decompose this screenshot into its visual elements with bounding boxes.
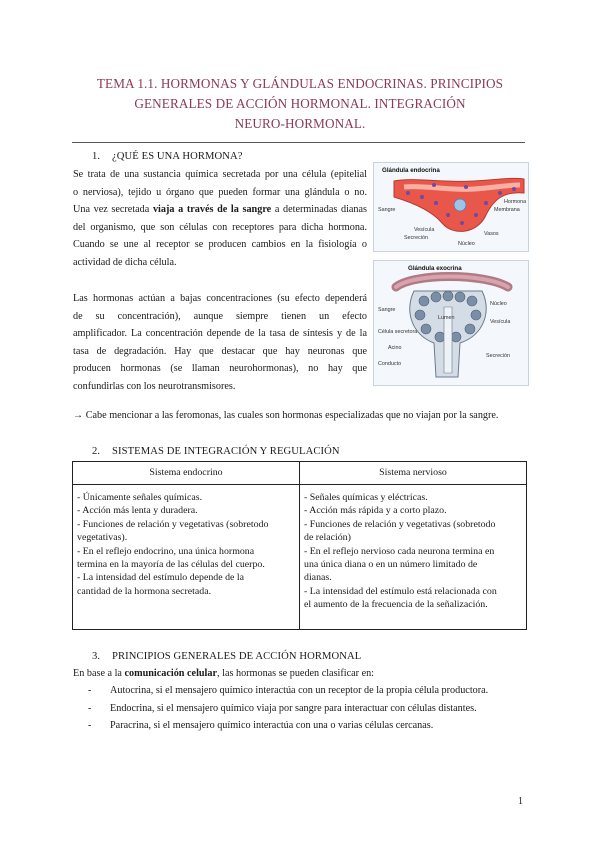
figure-label: Núcleo bbox=[458, 241, 475, 247]
section-title: PRINCIPIOS GENERALES DE ACCIÓN HORMONAL bbox=[112, 651, 362, 662]
cell-line: una única diana o en un número limitado de bbox=[304, 559, 478, 571]
bold-text: comunicación celular bbox=[124, 668, 218, 679]
note-text: → Cabe mencionar a las feromonas, las cuales son hormonas especializadas que no viajan por la sangre. bbox=[73, 410, 499, 421]
figure-label: Membrana bbox=[494, 207, 520, 213]
table-header-cell: Sistema nervioso bbox=[300, 462, 527, 485]
cell-line: - Únicamente señales químicas. bbox=[77, 492, 203, 503]
title-line: TEMA 1.1. HORMONAS Y GLÁNDULAS ENDOCRINAS. PRINCIPIOS bbox=[96, 76, 504, 91]
bold-text: viaja a través de la sangre bbox=[152, 204, 272, 216]
cell-line: dianas. bbox=[304, 572, 332, 584]
section-heading bbox=[92, 151, 243, 162]
cell-line: - Acción más rápida y a corto plazo. bbox=[304, 505, 447, 517]
text-line: Se trata de una sustancia química secretada por una célula (epitelial bbox=[73, 169, 367, 180]
list-item-text: Endocrina, si el mensajero químico viaja por sangre para interactuar con células distantes. bbox=[110, 702, 477, 714]
page-number: 1 bbox=[518, 796, 523, 807]
figure-label: Sangre bbox=[378, 207, 396, 213]
list-item bbox=[88, 720, 488, 738]
section-number: 2. bbox=[92, 446, 101, 457]
cell-line: cantidad de la hormona secretada. bbox=[77, 585, 212, 597]
figure-label: Vesícula bbox=[414, 227, 435, 233]
text-run: Una vez secretada bbox=[73, 204, 153, 216]
text-run: En base a la bbox=[73, 668, 125, 679]
cell-line: - La intensidad del estímulo está relacionada con bbox=[304, 585, 497, 597]
figure-label: Secreción bbox=[404, 235, 428, 241]
list-bullet: - bbox=[88, 702, 92, 714]
cell-line: - Señales químicas y eléctricas. bbox=[304, 492, 428, 503]
text-run: a determinadas dianas bbox=[271, 204, 367, 216]
text-line: o nerviosa), tejido u órgano que pueden formar una glándula o no. bbox=[73, 186, 367, 198]
figure-label: Sangre bbox=[378, 307, 396, 313]
section-number: 3. bbox=[92, 651, 101, 662]
document-title bbox=[60, 74, 540, 134]
table-header-cell: Sistema endocrino bbox=[73, 462, 300, 485]
list-item bbox=[88, 703, 488, 721]
figure-label: Conducto bbox=[378, 361, 402, 367]
figure-label: Secreción bbox=[486, 353, 510, 359]
figure-label: Hormona bbox=[504, 199, 527, 205]
cell-line: - En el reflejo nervioso cada neurona termina en bbox=[304, 545, 495, 557]
section-number: 1. bbox=[92, 151, 101, 162]
cell-line: - La intensidad del estímulo depende de la bbox=[77, 572, 244, 584]
text-line: tasa de degradación. Hay que destacar que hay neuronas que bbox=[73, 345, 367, 357]
cell-line: el aumento de la frecuencia de la señalización. bbox=[304, 599, 488, 611]
text-run: , las hormonas se pueden clasificar en: bbox=[217, 668, 375, 679]
text-line: del organismo, que son células con receptores para dicha hormona. bbox=[73, 221, 367, 233]
section-heading bbox=[92, 651, 361, 662]
figure-label: Célula secretora bbox=[378, 329, 418, 335]
text-line: amplificador. La concentración depende de la tasa de síntesis y de la bbox=[73, 328, 367, 340]
figure-label: Vesícula bbox=[490, 319, 511, 325]
text-line: Cuando se une al receptor se producen cambios en la fisiología o bbox=[73, 239, 367, 251]
cell-line: termina en la mayoría de las células del cuerpo. bbox=[77, 559, 265, 571]
hormone-classification-list bbox=[88, 685, 488, 738]
text-line: producen hormonas (se llaman neurohormonas), no hay que bbox=[73, 363, 367, 375]
figure-label: Lumen bbox=[438, 315, 455, 321]
title-line: NEURO-HORMONAL. bbox=[234, 116, 366, 131]
comparison-table bbox=[72, 461, 527, 630]
figure-label: Vasos bbox=[484, 231, 499, 237]
text-line: actividad de dicha célula. bbox=[73, 256, 177, 268]
table-header-row bbox=[73, 462, 527, 485]
cell-line: vegetativas). bbox=[77, 532, 128, 544]
text-line: de su concentración), aunque siempre tienen un efecto bbox=[73, 310, 367, 322]
list-bullet: - bbox=[88, 685, 92, 696]
text-line bbox=[73, 201, 367, 219]
cell-line: - Funciones de relación y vegetativas (sobretodo bbox=[77, 518, 269, 530]
figure-title: Glándula endocrina bbox=[382, 167, 440, 174]
text-line: confundirlas con los neurotransmisores. bbox=[73, 380, 236, 392]
list-bullet: - bbox=[88, 720, 92, 731]
section-intro bbox=[73, 668, 374, 679]
section-heading bbox=[92, 446, 340, 457]
list-item bbox=[88, 685, 488, 703]
figure-label: Núcleo bbox=[490, 301, 507, 307]
table-cell-endocrine bbox=[73, 485, 300, 630]
exocrine-gland-figure bbox=[373, 260, 529, 386]
text-line: Las hormonas actúan a bajas concentraciones (su efecto dependerá bbox=[73, 293, 367, 304]
figure-label: Acino bbox=[388, 345, 402, 351]
title-divider bbox=[72, 142, 525, 143]
paragraph bbox=[73, 290, 367, 396]
paragraph bbox=[73, 166, 367, 272]
cell-line: de relación) bbox=[304, 532, 351, 544]
title-line: GENERALES DE ACCIÓN HORMONAL. INTEGRACIÓN bbox=[134, 96, 466, 111]
list-item-text: Paracrina, si el mensajero químico interactúa con una o varias células cercanas. bbox=[110, 720, 434, 731]
table-cell-nervous bbox=[300, 485, 527, 630]
section-title: SISTEMAS DE INTEGRACIÓN Y REGULACIÓN bbox=[112, 446, 340, 457]
list-item-text: Autocrina, si el mensajero químico interactúa con un receptor de la propia célula productora. bbox=[110, 685, 489, 696]
cell-line: - Acción más lenta y duradera. bbox=[77, 505, 198, 517]
cell-line: - En el reflejo endocrino, una única hormona bbox=[77, 545, 255, 557]
section-title: ¿QUÉ ES UNA HORMONA? bbox=[112, 151, 243, 162]
figure-title: Glándula exocrina bbox=[408, 265, 462, 272]
endocrine-gland-figure bbox=[373, 162, 529, 252]
table-row bbox=[73, 485, 527, 630]
cell-line: - Funciones de relación y vegetativas (sobretodo bbox=[304, 518, 496, 530]
